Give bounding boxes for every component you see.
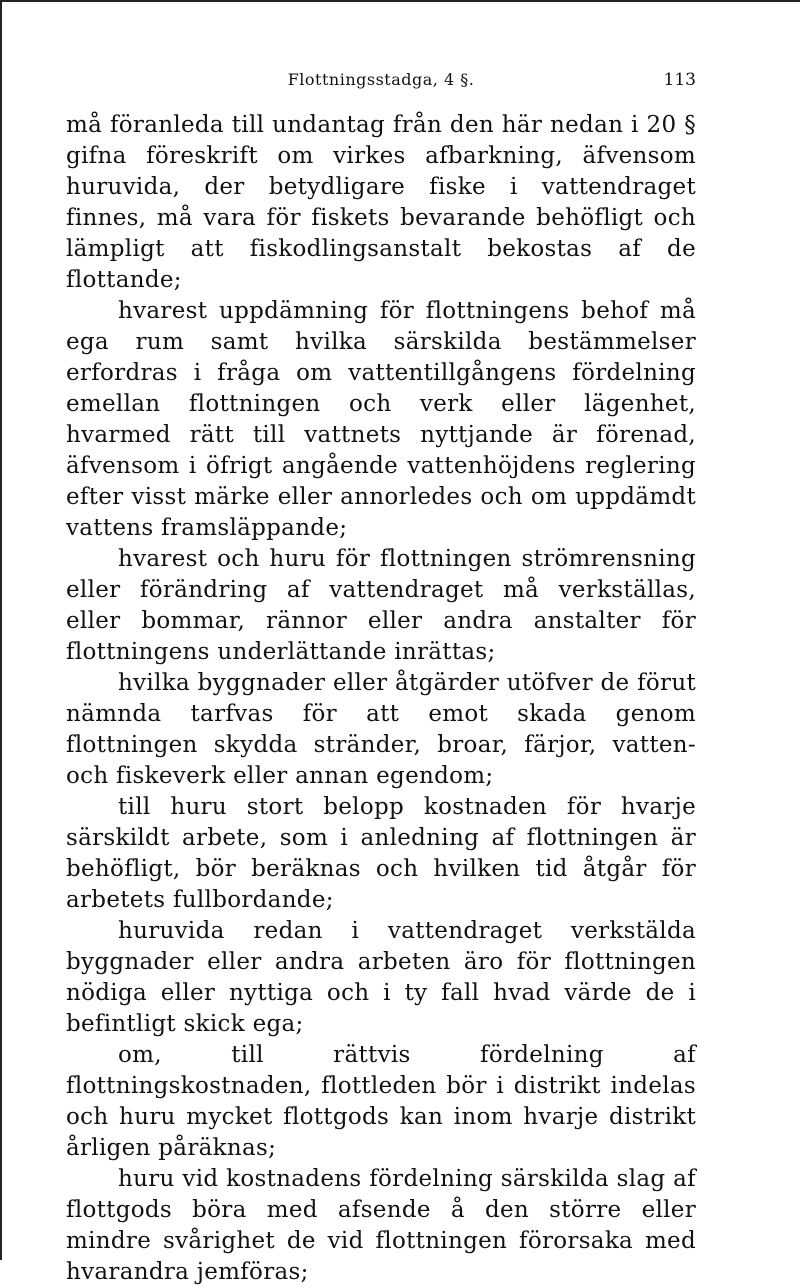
page-edge-top	[0, 0, 800, 2]
body-text	[66, 110, 696, 1288]
paragraph: hvarest och huru för flottningen strömrensning eller förändring af vattendraget må verkställas, eller bommar, rännor eller andra anstalter för flottningens underlättande inrättas;	[66, 546, 696, 665]
paragraph: hvilka byggnader eller åtgärder utöfver de förut nämnda tarfvas för att emot skada genom flottningen skydda stränder, broar, färjor, vatten- och fiskeverk eller annan egendom;	[66, 670, 696, 789]
paragraph: huruvida redan i vattendraget verkstälda byggnader eller andra arbeten äro för flottningen nödiga eller nyttiga och i ty fall hvad värde de i befintligt skick ega;	[66, 918, 696, 1037]
paragraph: hvarest uppdämning för flottningens behof må ega rum samt hvilka särskilda bestämmelser erfordras i fråga om vattentillgångens fördelning emellan flottningen och verk eller lägenhet, hvarmed rätt till vattnets nyttjande är förenad, äfvensom i öfrigt angående vattenhöjdens reglering efter visst märke eller annorledes och om uppdämdt vattens framsläppande;	[66, 298, 696, 541]
page-number: 113	[663, 70, 696, 90]
paragraph-continuation: må föranleda till undantag från den här nedan i 20 § gifna föreskrift om virkes afbarkning, äfvensom huruvida, der betydligare fiske i vattendraget finnes, må vara för fiskets bevarande behöfligt och lämpligt att fiskodlingsanstalt bekostas af de flottande;	[66, 112, 696, 293]
page-header	[66, 70, 696, 94]
paragraph: om, till rättvis fördelning af flottningskostnaden, flottleden bör i distrikt indelas och huru mycket flottgods kan inom hvarje distrikt årligen påräknas;	[66, 1042, 696, 1161]
paragraph: till huru stort belopp kostnaden för hvarje särskildt arbete, som i anledning af flottningen är behöfligt, bör beräknas och hvilken tid åtgår för arbetets fullbordande;	[66, 794, 696, 913]
paragraph: huru vid kostnadens fördelning särskilda slag af flottgods böra med afsende å den större eller mindre svårighet de vid flottningen förorsaka med hvarandra jemföras;	[66, 1166, 696, 1285]
page-edge-left	[0, 0, 2, 1260]
running-title: Flottningsstadga, 4 §.	[287, 70, 475, 89]
